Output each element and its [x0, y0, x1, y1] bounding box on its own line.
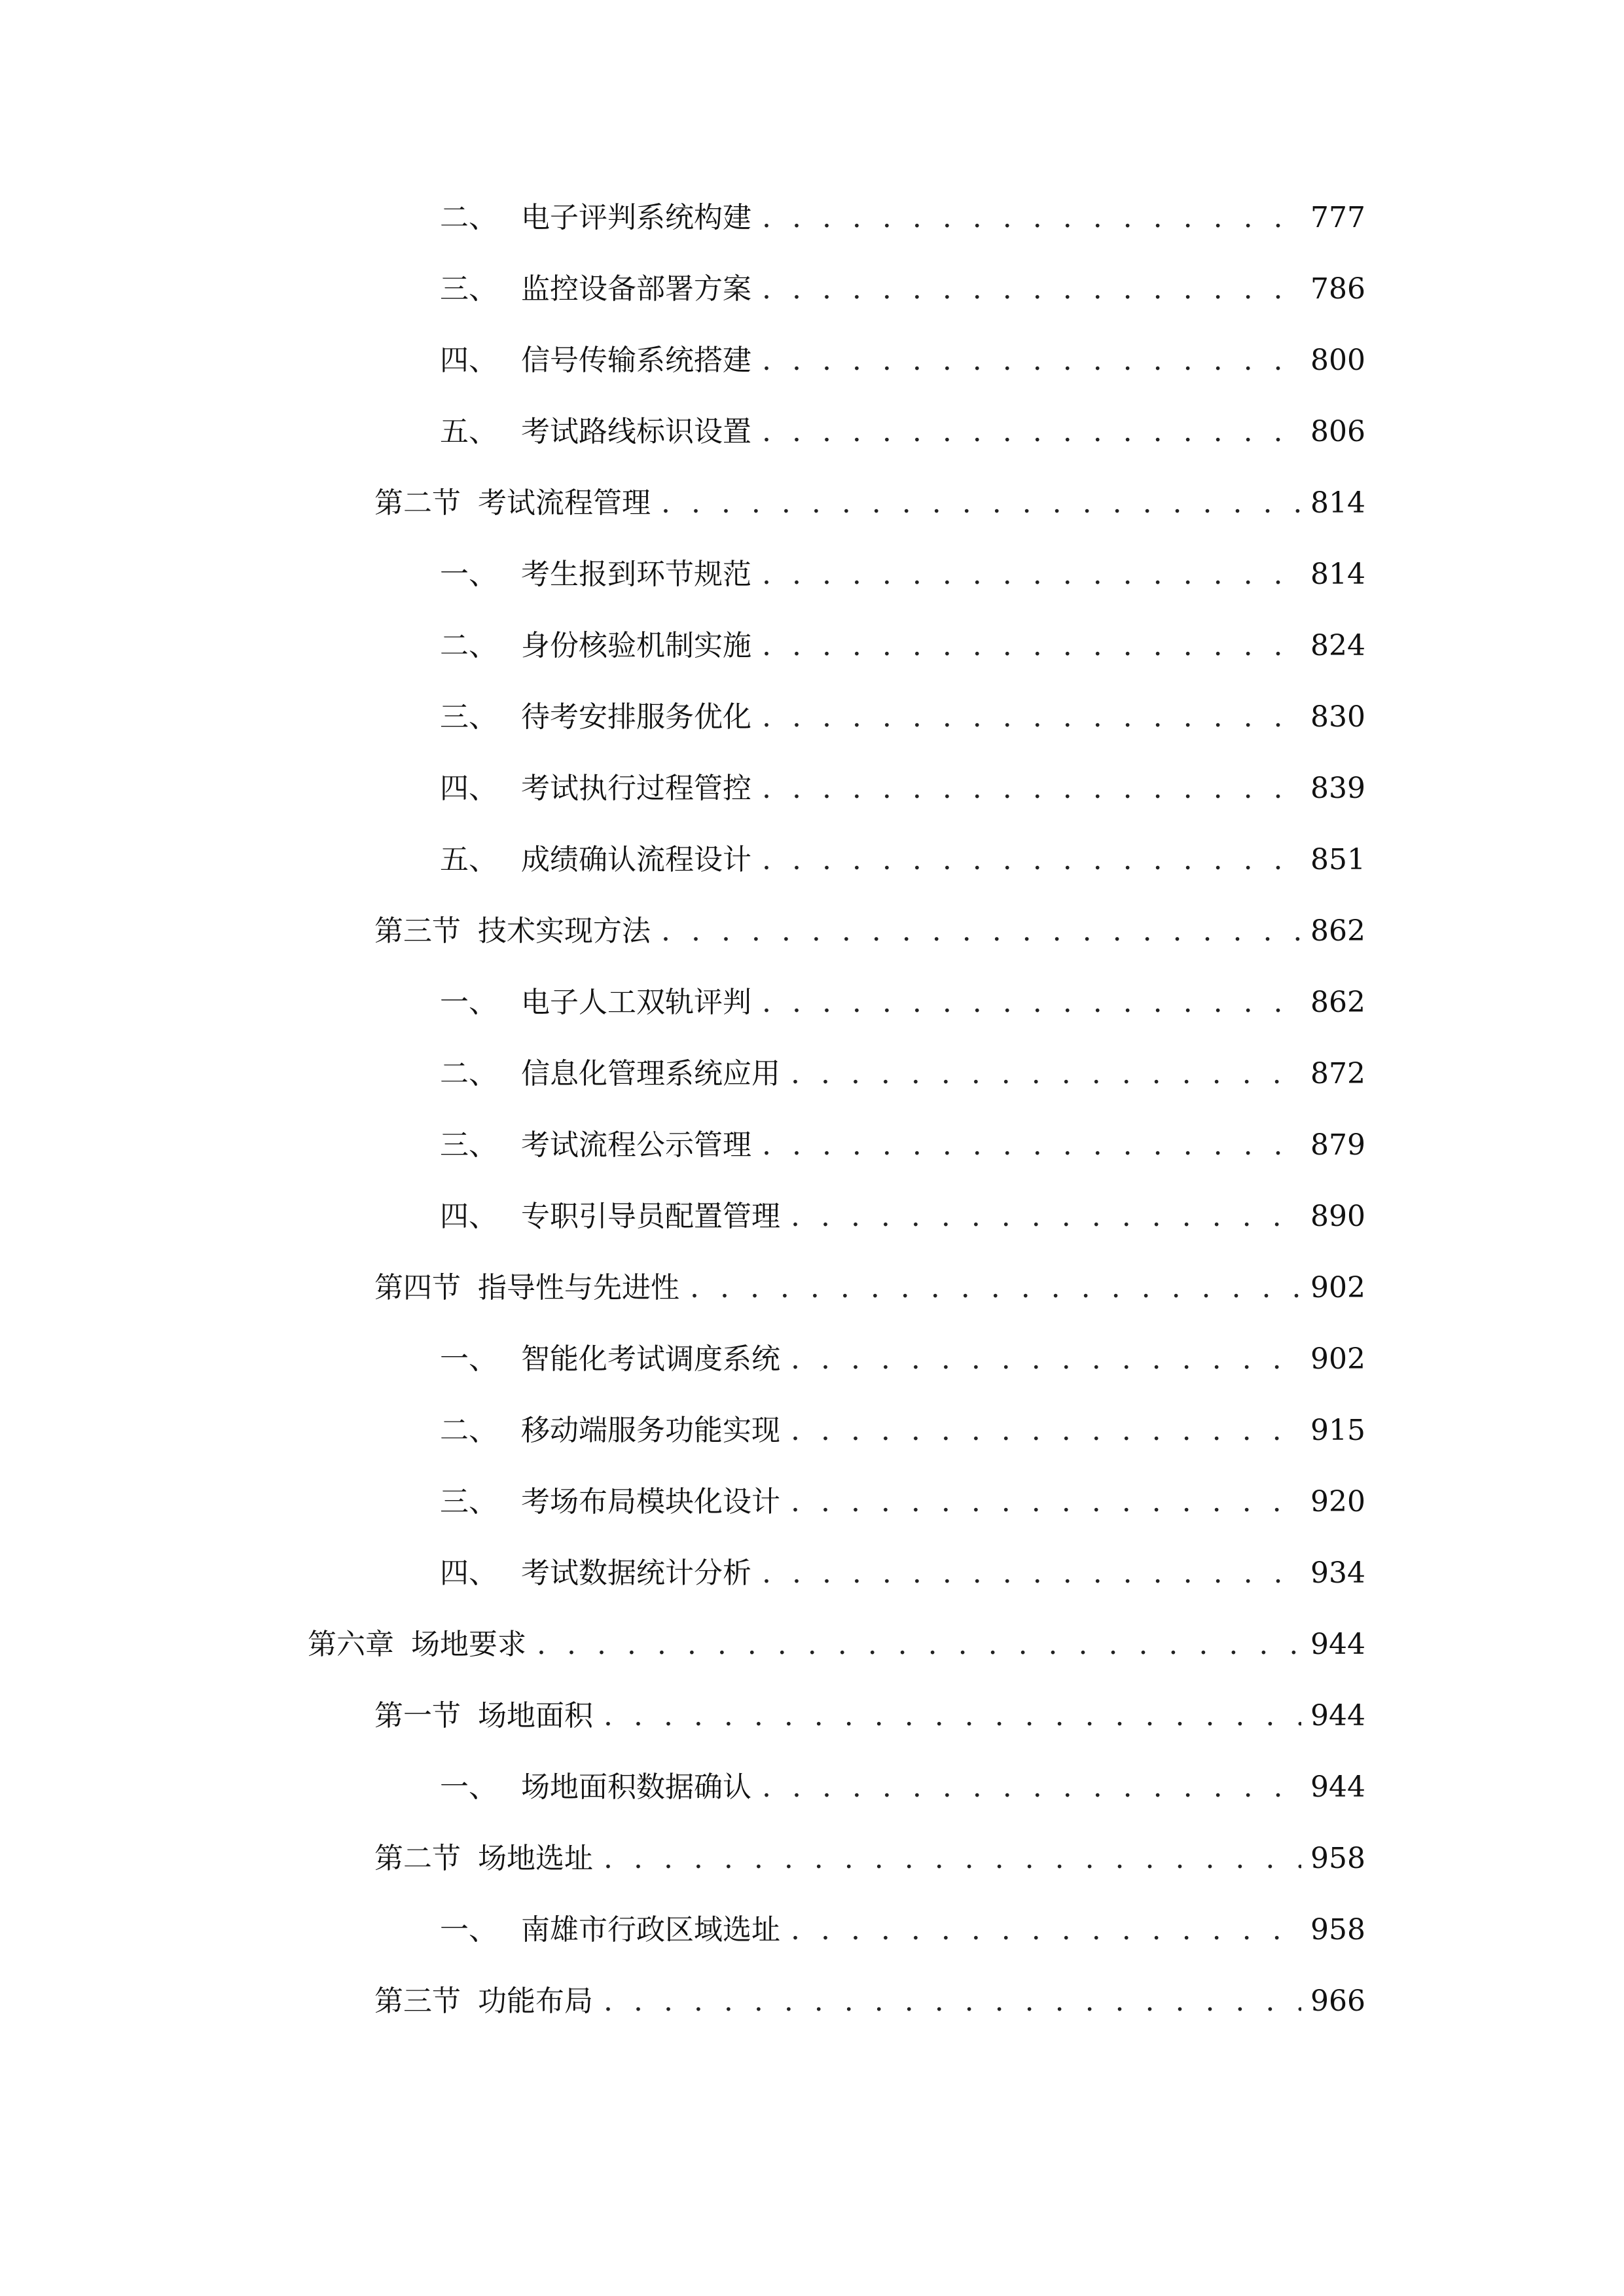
toc-entry-page: 958: [1310, 1913, 1365, 1946]
toc-entry-number: 一、: [440, 1913, 497, 1946]
toc-entry-title: 考场布局模块化设计: [521, 1485, 780, 1518]
toc-entry-title: 成绩确认流程设计: [521, 843, 751, 876]
toc-section-entry[interactable]: [374, 1262, 1365, 1314]
toc-entry-number: 五、: [440, 415, 497, 448]
toc-entry-number: 三、: [440, 1485, 497, 1518]
toc-entry-page: 830: [1310, 700, 1365, 734]
toc-entry-page: 934: [1310, 1556, 1365, 1590]
toc-entry[interactable]: [440, 1191, 1365, 1243]
toc-entry[interactable]: [440, 548, 1365, 601]
toc-entry-title: 南雄市行政区域选址: [521, 1913, 780, 1946]
toc-entry-number: 一、: [440, 1770, 497, 1804]
toc-entry-page: 920: [1310, 1485, 1365, 1518]
toc-dot-leader: [661, 477, 1301, 529]
toc-entry[interactable]: [440, 1761, 1365, 1814]
toc-entry[interactable]: [440, 762, 1365, 815]
toc-entry-title: 考生报到环节规范: [521, 558, 751, 591]
toc-entry-title: 电子人工双轨评判: [521, 986, 751, 1019]
toc-entry-page: 824: [1310, 629, 1365, 662]
toc-entry-number: 第二节: [374, 486, 461, 520]
toc-entry-number: 二、: [440, 629, 497, 662]
toc-entry-title: 场地要求: [411, 1628, 526, 1661]
toc-chapter-entry[interactable]: [308, 1619, 1365, 1671]
toc-section-entry[interactable]: [374, 905, 1365, 958]
toc-dot-leader: [791, 1405, 1301, 1457]
toc-entry[interactable]: [440, 691, 1365, 744]
toc-entry-title: 电子评判系统构建: [521, 201, 751, 234]
toc-entry-number: 一、: [440, 1342, 497, 1376]
toc-dot-leader: [762, 334, 1301, 387]
toc-entry-page: 862: [1310, 914, 1365, 948]
toc-entry-number: 五、: [440, 843, 497, 876]
toc-entry[interactable]: [440, 1119, 1365, 1172]
toc-entry-number: 二、: [440, 201, 497, 234]
toc-entry[interactable]: [440, 977, 1365, 1029]
toc-entry-title: 身份核验机制实施: [521, 629, 751, 662]
toc-entry-page: 944: [1310, 1699, 1365, 1732]
toc-entry-number: 四、: [440, 772, 497, 805]
toc-entry-title: 信号传输系统搭建: [521, 344, 751, 377]
toc-entry-title: 功能布局: [478, 1984, 593, 2018]
toc-entry[interactable]: [440, 263, 1365, 315]
toc-entry-title: 专职引导员配置管理: [521, 1200, 780, 1233]
toc-entry[interactable]: [440, 1048, 1365, 1100]
toc-entry-number: 第三节: [374, 1984, 461, 2018]
toc-entry[interactable]: [440, 1333, 1365, 1386]
toc-dot-leader: [762, 834, 1301, 886]
toc-dot-leader: [604, 1975, 1301, 2028]
toc-dot-leader: [762, 548, 1301, 601]
toc-entry-page: 814: [1310, 486, 1365, 520]
toc-dot-leader: [791, 1904, 1301, 1956]
toc-entry-page: 851: [1310, 843, 1365, 876]
toc-entry-title: 考试流程公示管理: [521, 1128, 751, 1162]
toc-entry-page: 944: [1310, 1770, 1365, 1804]
toc-dot-leader: [604, 1690, 1301, 1742]
toc-entry-number: 第六章: [308, 1628, 394, 1661]
toc-entry-number: 四、: [440, 1200, 497, 1233]
toc-dot-leader: [762, 691, 1301, 744]
toc-entry-page: 966: [1310, 1984, 1365, 2018]
toc-entry-number: 二、: [440, 1414, 497, 1447]
toc-entry-number: 四、: [440, 344, 497, 377]
toc-entry-number: 第三节: [374, 914, 461, 948]
toc-entry-title: 信息化管理系统应用: [521, 1057, 780, 1090]
toc-dot-leader: [791, 1333, 1301, 1386]
toc-entry-page: 902: [1310, 1342, 1365, 1376]
toc-entry-page: 872: [1310, 1057, 1365, 1090]
toc-dot-leader: [762, 762, 1301, 815]
toc-entry[interactable]: [440, 620, 1365, 672]
toc-entry[interactable]: [440, 406, 1365, 458]
toc-entry-number: 第一节: [374, 1699, 461, 1732]
toc-entry-number: 四、: [440, 1556, 497, 1590]
toc-dot-leader: [791, 1476, 1301, 1528]
toc-entry-page: 800: [1310, 344, 1365, 377]
toc-entry-number: 一、: [440, 558, 497, 591]
toc-entry-page: 958: [1310, 1842, 1365, 1875]
toc-entry-title: 考试执行过程管控: [521, 772, 751, 805]
toc-entry-title: 场地面积: [478, 1699, 593, 1732]
toc-dot-leader: [762, 192, 1301, 244]
toc-dot-leader: [537, 1619, 1301, 1671]
toc-section-entry[interactable]: [374, 1975, 1365, 2028]
toc-entry-page: 839: [1310, 772, 1365, 805]
toc-section-entry[interactable]: [374, 1833, 1365, 1885]
toc-dot-leader: [762, 1119, 1301, 1172]
toc-entry-page: 786: [1310, 272, 1365, 306]
toc-dot-leader: [762, 977, 1301, 1029]
toc-entry-page: 806: [1310, 415, 1365, 448]
toc-dot-leader: [762, 406, 1301, 458]
toc-entry-page: 862: [1310, 986, 1365, 1019]
toc-entry-title: 待考安排服务优化: [521, 700, 751, 734]
toc-section-entry[interactable]: [374, 477, 1365, 529]
toc-entry-number: 三、: [440, 272, 497, 306]
toc-entry[interactable]: [440, 1904, 1365, 1956]
toc-entry-title: 技术实现方法: [478, 914, 651, 948]
toc-entry-number: 第四节: [374, 1271, 461, 1304]
toc-entry-page: 777: [1310, 201, 1365, 234]
toc-entry-number: 三、: [440, 700, 497, 734]
toc-entry-page: 915: [1310, 1414, 1365, 1447]
toc-entry-title: 监控设备部署方案: [521, 272, 751, 306]
toc-entry[interactable]: [440, 1476, 1365, 1528]
toc-section-entry[interactable]: [374, 1690, 1365, 1742]
toc-entry-page: 944: [1310, 1628, 1365, 1661]
toc-entry[interactable]: [440, 834, 1365, 886]
toc-entry-title: 考试路线标识设置: [521, 415, 751, 448]
toc-entry[interactable]: [440, 1405, 1365, 1457]
toc-entry-title: 考试流程管理: [478, 486, 651, 520]
toc-entry-number: 三、: [440, 1128, 497, 1162]
toc-entry-page: 890: [1310, 1200, 1365, 1233]
toc-dot-leader: [661, 905, 1301, 958]
toc-dot-leader: [762, 1761, 1301, 1814]
toc-entry[interactable]: [440, 1547, 1365, 1600]
toc-entry-page: 879: [1310, 1128, 1365, 1162]
toc-dot-leader: [762, 1547, 1301, 1600]
toc-entry-title: 指导性与先进性: [478, 1271, 679, 1304]
toc-entry[interactable]: [440, 334, 1365, 387]
toc-entry-title: 场地面积数据确认: [521, 1770, 751, 1804]
toc-dot-leader: [791, 1048, 1301, 1100]
toc-dot-leader: [791, 1191, 1301, 1243]
toc-entry-title: 移动端服务功能实现: [521, 1414, 780, 1447]
toc-entry-page: 902: [1310, 1271, 1365, 1304]
toc-dot-leader: [762, 620, 1301, 672]
toc-entry-number: 二、: [440, 1057, 497, 1090]
toc-entry-page: 814: [1310, 558, 1365, 591]
toc-entry-number: 第二节: [374, 1842, 461, 1875]
toc-dot-leader: [604, 1833, 1301, 1885]
toc-entry-title: 智能化考试调度系统: [521, 1342, 780, 1376]
toc-entry[interactable]: [440, 192, 1365, 244]
toc-entry-title: 场地选址: [478, 1842, 593, 1875]
toc-entry-title: 考试数据统计分析: [521, 1556, 751, 1590]
toc-dot-leader: [690, 1262, 1301, 1314]
toc-dot-leader: [762, 263, 1301, 315]
toc-entry-number: 一、: [440, 986, 497, 1019]
